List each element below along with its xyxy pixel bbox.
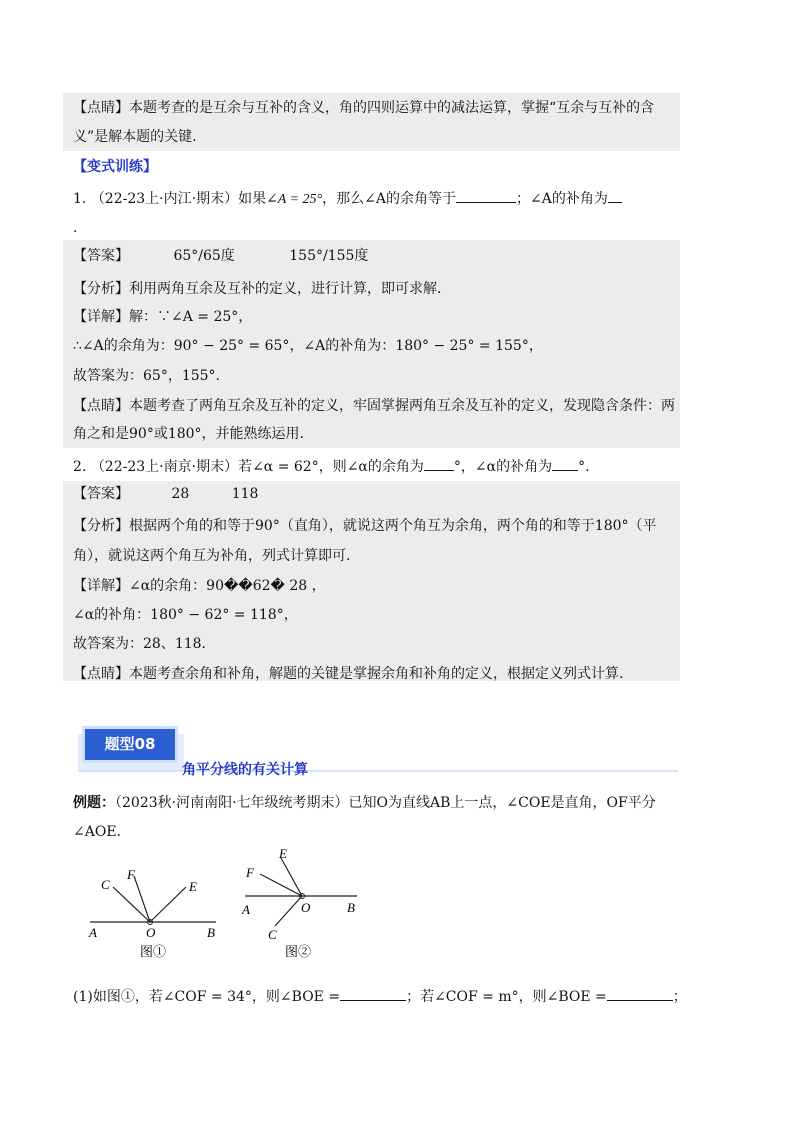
fig2-label-B: B bbox=[347, 900, 355, 915]
q1-answer-row bbox=[73, 246, 368, 266]
fig2-caption: 图② bbox=[285, 944, 312, 959]
q1-detail-3: 故答案为：65°，155°. bbox=[73, 368, 220, 384]
q1-detail-2: ∴∠A的余角为：90° − 25° = 65°，∠A的补角为：180° − 25° = 155°， bbox=[73, 338, 543, 354]
q1-answer-label: 【答案】 bbox=[73, 248, 129, 264]
fig2-label-C: C bbox=[268, 927, 277, 942]
q1-blank-2[interactable] bbox=[608, 188, 622, 203]
q2-blank-2[interactable] bbox=[552, 456, 578, 471]
fig2-label-A: A bbox=[242, 902, 250, 917]
q1-point-2: 角之和是90°或180°，并能熟练运用. bbox=[73, 426, 304, 442]
example-line-2: ∠AOE. bbox=[73, 824, 121, 840]
question-1-part-2: ；若∠COF = m°，则∠BOE = bbox=[406, 989, 607, 1005]
q2-text-2: °，∠α的补角为 bbox=[453, 459, 553, 475]
example-label: 例题： bbox=[73, 795, 115, 811]
q1-source: （22-23上·内江·期末）如果 bbox=[90, 191, 267, 207]
question-1-blank-1[interactable] bbox=[340, 986, 406, 1001]
q2-detail-2: ∠α的补角：180° − 62° = 118°， bbox=[73, 607, 298, 623]
q2-answer-2: 118 bbox=[231, 486, 259, 502]
q1-detail-1: 【详解】解：∵∠A = 25°， bbox=[73, 309, 253, 325]
example-text-1: （2023秋·河南南阳·七年级统考期末）已知O为直线AB上一点，∠COE是直角，OF平分 bbox=[115, 795, 656, 811]
q1-stem bbox=[73, 188, 622, 210]
fig2-label-E: E bbox=[279, 846, 287, 861]
prev-point-line1: 【点睛】本题考查的是互余与互补的含义，角的四则运算中的减法运算，掌握“互余与互补的含 bbox=[73, 100, 655, 116]
q2-text-1: （22-23上·南京·期末）若∠α = 62°，则∠α的余角为 bbox=[90, 459, 424, 475]
q1-text-mid2: ；∠A的补角为 bbox=[516, 191, 608, 207]
fig1-label-A: A bbox=[89, 925, 97, 940]
prev-point-line2: 义”是解本题的关键. bbox=[73, 129, 197, 145]
question-1-part-1: (1)如图①，若∠COF = 34°，则∠BOE = bbox=[73, 989, 341, 1005]
q2-answer-row bbox=[73, 484, 258, 504]
q1-answer-2: 155°/155度 bbox=[289, 248, 369, 264]
q1-answer-1: 65°/65度 bbox=[173, 248, 235, 264]
q1-text-mid: ，那么∠A的余角等于 bbox=[322, 191, 456, 207]
question-1 bbox=[73, 986, 687, 1007]
q1-given: ∠A = 25° bbox=[266, 192, 323, 207]
fig2-ray-OC bbox=[275, 896, 302, 926]
q2-stem bbox=[73, 456, 590, 477]
fig1-label-E: E bbox=[189, 879, 197, 894]
q2-text-3: °. bbox=[578, 459, 590, 475]
q2-point: 【点睛】本题考查余角和补角，解题的关键是掌握余角和补角的定义，根据定义列式计算. bbox=[73, 666, 624, 682]
q2-analysis-1: 【分析】根据两个角的和等于90°（直角），就说这两个角互为余角，两个角的和等于180°（平 bbox=[73, 518, 657, 534]
q1-number: 1. bbox=[73, 191, 87, 207]
q1-dot: . bbox=[73, 220, 78, 236]
fig1-label-F: F bbox=[127, 867, 135, 882]
variant-training-heading: 【变式训练】 bbox=[73, 159, 157, 175]
q1-point-1: 【点睛】本题考查了两角互余及互补的定义，牢固掌握两角互余及互补的定义，发现隐含条件：两 bbox=[73, 398, 675, 414]
q2-detail-1: 【详解】∠α的余角：90��62� 28 ， bbox=[73, 578, 326, 594]
question-1-part-3: ； bbox=[672, 989, 687, 1005]
q2-blank-1[interactable] bbox=[424, 456, 454, 471]
fig2-label-F: F bbox=[246, 865, 254, 880]
topic-rule bbox=[78, 770, 678, 772]
fig1-ray-OE bbox=[150, 887, 186, 922]
figure-1 bbox=[80, 860, 230, 965]
topic-title: 角平分线的有关计算 bbox=[182, 762, 308, 778]
q2-answer-label: 【答案】 bbox=[73, 486, 129, 502]
fig1-label-O: O bbox=[146, 925, 156, 940]
example-line-1 bbox=[73, 793, 656, 813]
question-1-blank-2[interactable] bbox=[607, 986, 673, 1001]
q1-analysis: 【分析】利用两角互余及互补的定义，进行计算，即可求解. bbox=[73, 281, 442, 297]
figure-2 bbox=[235, 846, 365, 966]
fig1-caption: 图① bbox=[140, 944, 167, 959]
q2-detail-3: 故答案为：28、118. bbox=[73, 636, 206, 652]
fig2-label-O: O bbox=[301, 900, 311, 915]
q1-blank-1[interactable] bbox=[456, 188, 516, 203]
fig1-label-C: C bbox=[101, 877, 110, 892]
topic-badge: 题型08 bbox=[82, 726, 178, 763]
fig1-label-B: B bbox=[207, 925, 215, 940]
q2-number: 2. bbox=[73, 459, 87, 475]
q2-analysis-2: 角），就说这两个角互为补角，列式计算即可. bbox=[73, 548, 351, 564]
q2-answer-1: 28 bbox=[171, 486, 190, 502]
